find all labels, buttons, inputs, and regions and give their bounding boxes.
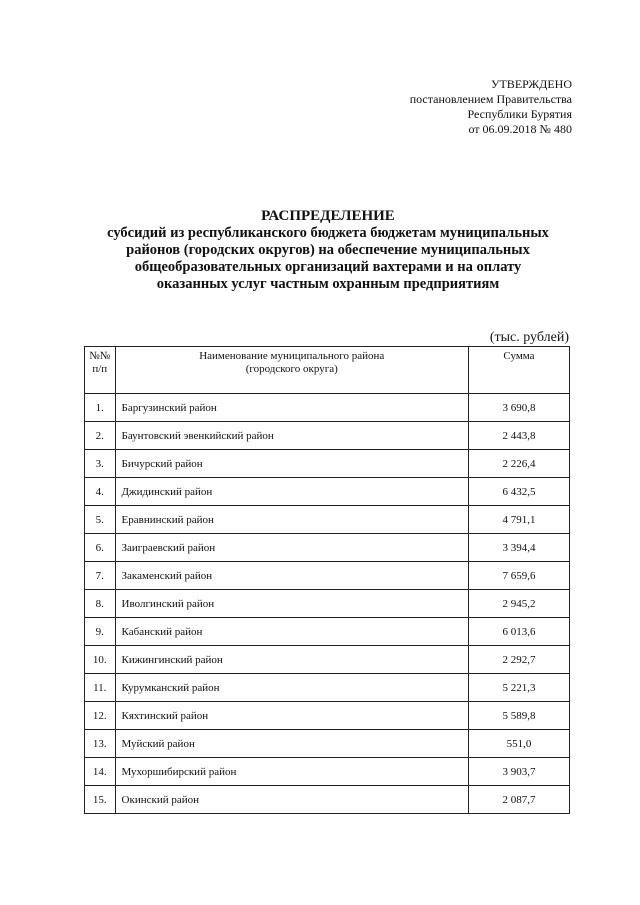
row-number: 8. [85,590,116,618]
document-heading: РАСПРЕДЕЛЕНИЕ [261,208,395,224]
row-district-name: Заиграевский район [115,534,468,562]
row-district-name: Иволгинский район [115,590,468,618]
row-number: 3. [85,450,116,478]
header-number [85,347,116,394]
row-district-name: Курумканский район [115,674,468,702]
row-sum: 2 087,7 [468,786,569,814]
approval-resolution: постановлением Правительства [409,92,572,106]
row-district-name: Джидинский район [115,478,468,506]
row-district-name: Муйский район [115,730,468,758]
row-sum: 5 221,3 [468,674,569,702]
row-sum: 5 589,8 [468,702,569,730]
row-sum: 2 292,7 [468,646,569,674]
row-sum: 3 690,8 [468,394,569,422]
row-sum: 7 659,6 [468,562,569,590]
table-row [85,730,570,758]
row-sum: 2 945,2 [468,590,569,618]
table-row [85,394,570,422]
table-row [85,674,570,702]
row-number: 7. [85,562,116,590]
header-name-line-2: (городского округа) [245,363,338,375]
table-row [85,646,570,674]
row-number: 11. [85,674,116,702]
table-row [85,478,570,506]
approval-date-number: от 06.09.2018 № 480 [468,122,572,136]
table-row [85,422,570,450]
document-title-line-4: оказанных услуг частным охранным предприятиям [156,276,500,292]
row-sum: 3 394,4 [468,534,569,562]
table-row [85,618,570,646]
row-number: 4. [85,478,116,506]
header-name-line-1: Наименование муниципального района [199,350,385,362]
row-number: 2. [85,422,116,450]
row-sum: 2 443,8 [468,422,569,450]
row-number: 5. [85,506,116,534]
header-number-line-2: п/п [92,363,108,375]
table-row [85,506,570,534]
unit-label: (тыс. рублей) [489,330,569,345]
row-number: 13. [85,730,116,758]
row-number: 1. [85,394,116,422]
row-sum: 2 226,4 [468,450,569,478]
document-title-line-2: районов (городских округов) на обеспечение муниципальных [126,242,530,258]
row-number: 12. [85,702,116,730]
row-number: 15. [85,786,116,814]
row-district-name: Кабанский район [115,618,468,646]
row-sum: 6 432,5 [468,478,569,506]
approval-title: УТВЕРЖДЕНО [490,77,572,91]
row-district-name: Еравнинский район [115,506,468,534]
table-row [85,534,570,562]
row-district-name: Баргузинский район [115,394,468,422]
row-number: 10. [85,646,116,674]
row-district-name: Мухоршибирский район [115,758,468,786]
row-district-name: Кижингинский район [115,646,468,674]
header-sum: Сумма [468,347,569,394]
header-number-line-1: №№ [89,350,111,362]
row-sum: 4 791,1 [468,506,569,534]
document-title [60,208,596,293]
table-header-row [85,347,570,394]
row-district-name: Кяхтинский район [115,702,468,730]
document-title-line-1: субсидий из республиканского бюджета бюджетам муниципальных [107,225,549,241]
approval-stamp [410,77,572,137]
distribution-table [84,346,570,814]
row-district-name: Баунтовский эвенкийский район [115,422,468,450]
approval-republic: Республики Бурятия [467,107,572,121]
header-name [115,347,468,394]
table-row [85,450,570,478]
row-district-name: Бичурский район [115,450,468,478]
row-district-name: Закаменский район [115,562,468,590]
row-sum: 551,0 [468,730,569,758]
row-number: 14. [85,758,116,786]
row-district-name: Окинский район [115,786,468,814]
row-sum: 3 903,7 [468,758,569,786]
table-row [85,702,570,730]
row-number: 6. [85,534,116,562]
table-row [85,786,570,814]
row-sum: 6 013,6 [468,618,569,646]
table-row [85,758,570,786]
document-title-line-3: общеобразовательных организаций вахтерами и на оплату [134,259,522,275]
table-row [85,562,570,590]
row-number: 9. [85,618,116,646]
table-row [85,590,570,618]
